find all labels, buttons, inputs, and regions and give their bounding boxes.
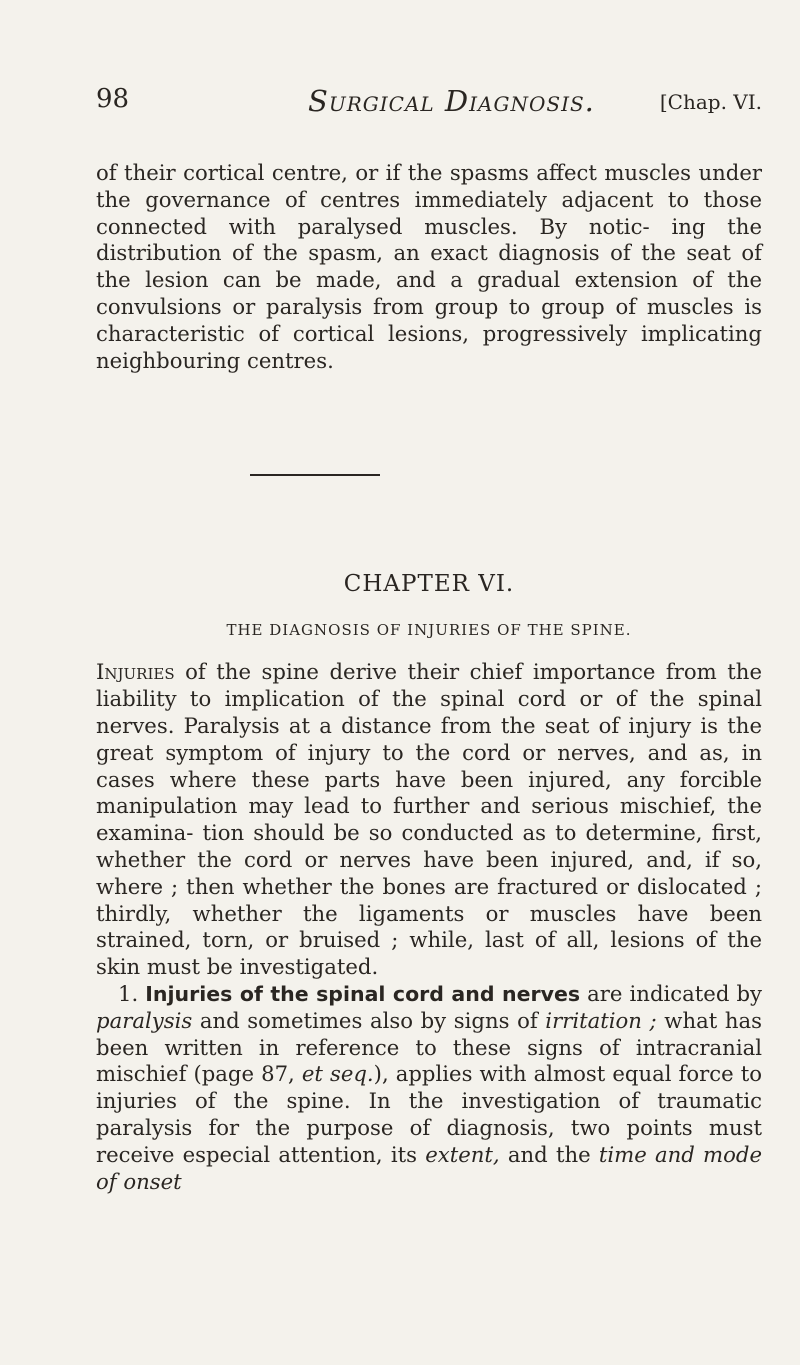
chapter-reference: [Chap. VI.: [659, 90, 762, 114]
chapter-subtitle: THE DIAGNOSIS OF INJURIES OF THE SPINE.: [226, 621, 632, 640]
section-text-a: are indicated by: [580, 980, 762, 1006]
page-number: 98: [96, 84, 130, 114]
opening-paragraph: [96, 659, 762, 981]
section-text-e: and the: [499, 1141, 599, 1167]
italic-extent: extent,: [425, 1141, 500, 1167]
section-divider: [250, 474, 380, 476]
opening-lead-word: Injuries: [96, 659, 175, 685]
section-1-paragraph: [96, 981, 762, 1195]
italic-et-seq: et seq.: [301, 1061, 374, 1087]
section-text-d: ), applies with almost equal force to injuries of the spine. In the investigation of traumatic paralysis for the purpose of diagnosis, two points must receive especial attention, its: [96, 1061, 763, 1167]
running-head: [96, 84, 762, 124]
italic-time-and-mode: time and mode of onset: [96, 1141, 762, 1194]
italic-irritation: irritation ;: [545, 1007, 657, 1033]
section-text-c: what has been written in reference to these signs of intracranial mischief (page 87,: [96, 1007, 762, 1087]
section-number: 1.: [118, 980, 146, 1006]
continuation-paragraph: of their cortical centre, or if the spasms affect muscles under the governance of centres immediately adjacent to those connected with paralysed muscles. By notic- ing the distribution of the spasm, an exact diagnosis of the seat of the lesion can be made, and a gradual extension of the convulsions or paralysis from group to group of muscles is characteristic of cortical lesions, progressively implicating neighbouring centres.: [96, 160, 762, 373]
section-text-b: and sometimes also by signs of: [192, 1007, 546, 1033]
italic-paralysis: paralysis: [96, 1007, 193, 1033]
opening-paragraph-text: of the spine derive their chief importance from the liability to implication of the spinal cord or of the spinal nerves. Paralysis at a distance from the seat of injury is the great symptom of injury to the cord or nerves, and as, in cases where these parts have been injured, any forcible manipulation may lead to further and serious mischief, the examina- tion should be so conducted as to determine, first, whether the cord or nerves have been injured, and, if so, where ; then whether the bones are fractured or dislocated ; thirdly, whether the ligaments or muscles have been strained, torn, or bruised ; while, last of all, lesions of the skin must be investigated.: [96, 659, 762, 980]
section-heading: Injuries of the spinal cord and nerves: [145, 981, 581, 1006]
running-title: Surgical Diagnosis.: [308, 84, 595, 118]
chapter-heading: CHAPTER VI.: [343, 571, 515, 598]
